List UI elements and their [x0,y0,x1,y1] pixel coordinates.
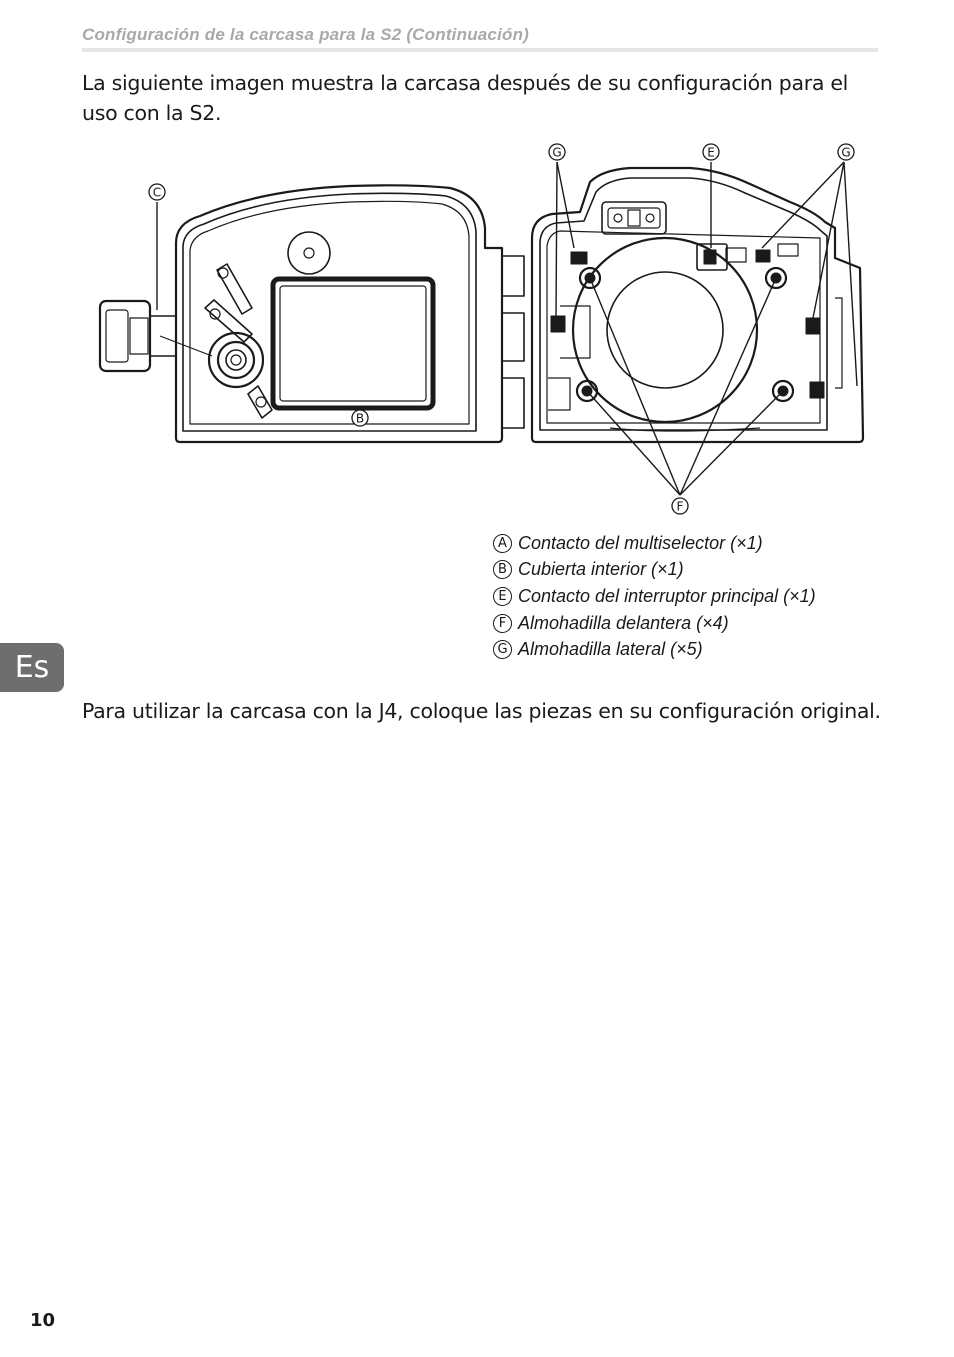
legend-text: Contacto del multiselector (×1) [518,532,763,553]
callout-e [703,144,719,160]
leader-lines [157,162,857,495]
legend-item [493,636,816,663]
legend-key: A [493,534,512,553]
legend-text: Almohadilla lateral (×5) [518,639,703,660]
callout-g-left [549,144,565,160]
legend-text: Cubierta interior (×1) [518,559,684,580]
legend-text: Almohadilla delantera (×4) [518,612,729,633]
svg-text:C: C [152,185,162,200]
housing-figure [90,138,880,518]
legend-item [493,530,816,557]
language-tab: Es [0,643,64,692]
legend-item [493,610,816,637]
legend-text: Contacto del interruptor principal (×1) [518,585,816,606]
outro-paragraph: Para utilizar la carcasa con la J4, coloque las piezas en su configuración original. [82,699,881,723]
housing-illustration [90,138,880,518]
legend-key: G [493,640,512,659]
callout-f [672,498,688,514]
callout-c [149,184,165,200]
svg-text:G: G [841,145,851,160]
parts-legend [493,530,816,663]
svg-text:G: G [552,145,562,160]
svg-text:B: B [355,411,365,426]
legend-item [493,557,816,584]
svg-text:E: E [707,145,715,160]
back-cover [100,185,524,442]
page-number: 10 [30,1310,56,1331]
callout-g-right [838,144,854,160]
svg-text:F: F [676,499,684,514]
legend-key: B [493,560,512,579]
legend-item [493,583,816,610]
front-housing [532,168,863,442]
legend-key: F [493,614,512,633]
intro-paragraph: La siguiente imagen muestra la carcasa después de su configuración para el uso con la S2. [82,71,849,125]
legend-key: E [493,587,512,606]
callout-b [352,410,368,426]
running-header: Configuración de la carcasa para la S2 (Continuación) [82,25,878,52]
